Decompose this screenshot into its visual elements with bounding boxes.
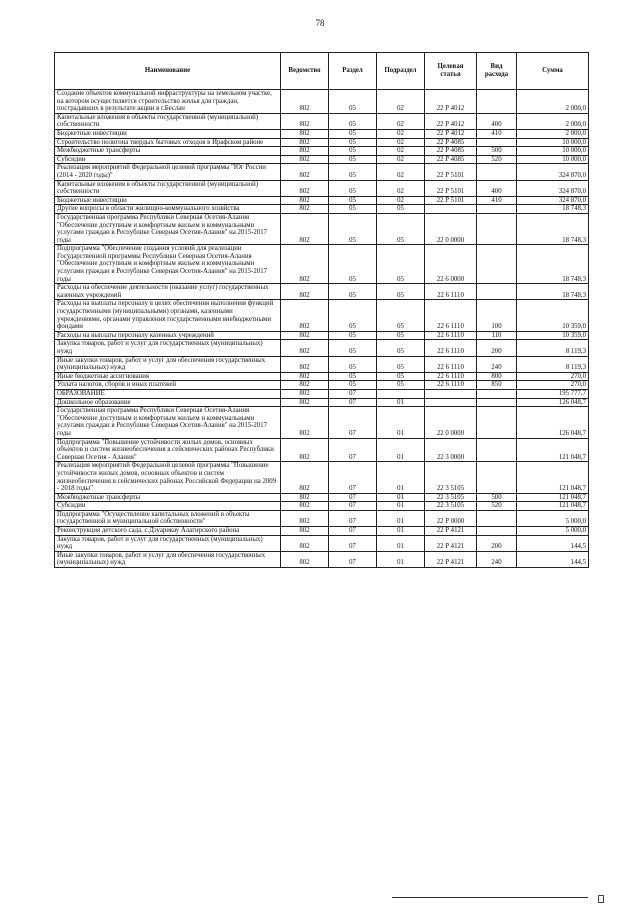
table-row [55, 502, 589, 511]
cell-department: 802 [281, 551, 329, 567]
cell-section: 05 [329, 300, 377, 331]
cell-expense-type [477, 138, 517, 147]
cell-amount: 5 000,0 [517, 527, 589, 536]
header-expense-type: Вид расхода [477, 53, 517, 90]
cell-section: 05 [329, 356, 377, 372]
cell-subsection: 05 [377, 213, 425, 244]
cell-department: 802 [281, 535, 329, 551]
cell-section: 05 [329, 164, 377, 180]
cell-section: 05 [329, 147, 377, 156]
cell-name: Закупка товаров, работ и услуг для государственных (муниципальных) нужд [55, 340, 281, 356]
cell-expense-type: 240 [477, 356, 517, 372]
cell-department: 802 [281, 180, 329, 196]
header-section: Раздел [329, 53, 377, 90]
cell-section: 05 [329, 180, 377, 196]
cell-subsection [377, 389, 425, 398]
cell-name: Бюджетные инвестиции [55, 196, 281, 205]
cell-amount: 10 359,0 [517, 300, 589, 331]
table-row [55, 196, 589, 205]
cell-section: 07 [329, 398, 377, 407]
cell-name: Субсидии [55, 502, 281, 511]
table-row [55, 113, 589, 129]
cell-department: 802 [281, 138, 329, 147]
table-row [55, 527, 589, 536]
table-row [55, 551, 589, 567]
cell-expense-type [477, 164, 517, 180]
cell-expense-type: 410 [477, 129, 517, 138]
table-row [55, 300, 589, 331]
footer-line [392, 897, 588, 898]
cell-amount: 18 748,3 [517, 205, 589, 214]
cell-subsection: 02 [377, 155, 425, 164]
cell-expense-type [477, 510, 517, 526]
cell-department: 802 [281, 205, 329, 214]
cell-name: Расходы на выплаты персоналу в целях обеспечения выполнения функций государственными (муниципальными) органами, казенными учреждениями, органами управления государственными внебюджетными фондами [55, 300, 281, 331]
cell-target-item: 22 6 1110 [425, 381, 477, 390]
cell-section: 05 [329, 90, 377, 114]
cell-subsection: 02 [377, 180, 425, 196]
cell-expense-type: 400 [477, 180, 517, 196]
cell-expense-type [477, 462, 517, 493]
cell-target-item: 22 6 1110 [425, 340, 477, 356]
cell-section: 05 [329, 205, 377, 214]
cell-subsection: 05 [377, 331, 425, 340]
cell-target-item: 22 6 0000 [425, 245, 477, 284]
cell-subsection: 02 [377, 129, 425, 138]
cell-expense-type [477, 205, 517, 214]
cell-target-item: 22 3 5105 [425, 502, 477, 511]
cell-department: 802 [281, 300, 329, 331]
cell-subsection: 05 [377, 356, 425, 372]
cell-subsection: 05 [377, 284, 425, 300]
cell-department: 802 [281, 147, 329, 156]
table-row [55, 372, 589, 381]
header-amount: Сумма [517, 53, 589, 90]
cell-amount: 121 048,7 [517, 438, 589, 462]
cell-name: Иные бюджетные ассигнования [55, 372, 281, 381]
cell-amount: 126 048,7 [517, 398, 589, 407]
cell-subsection: 01 [377, 407, 425, 438]
table-row [55, 510, 589, 526]
cell-target-item: 22 Р 4012 [425, 90, 477, 114]
cell-department: 802 [281, 381, 329, 390]
table-row [55, 245, 589, 284]
page-number: 78 [315, 18, 325, 28]
cell-expense-type [477, 284, 517, 300]
cell-amount: 10 000,0 [517, 138, 589, 147]
cell-expense-type: 400 [477, 113, 517, 129]
table-row [55, 535, 589, 551]
cell-section: 05 [329, 113, 377, 129]
cell-amount: 324 870,0 [517, 180, 589, 196]
cell-section: 07 [329, 493, 377, 502]
cell-name: Капитальные вложения в объекты государственной (муниципальной) собственности [55, 113, 281, 129]
cell-subsection: 02 [377, 164, 425, 180]
table-row [55, 356, 589, 372]
cell-target-item: 22 Р 4085 [425, 138, 477, 147]
cell-amount: 324 870,0 [517, 196, 589, 205]
cell-expense-type: 100 [477, 300, 517, 331]
cell-name: Дошкольное образование [55, 398, 281, 407]
cell-target-item: 22 Р 4085 [425, 147, 477, 156]
cell-expense-type [477, 438, 517, 462]
table-row [55, 381, 589, 390]
cell-expense-type [477, 398, 517, 407]
cell-target-item: 22 Р 4121 [425, 535, 477, 551]
cell-subsection: 01 [377, 438, 425, 462]
cell-department: 802 [281, 493, 329, 502]
table-row [55, 407, 589, 438]
cell-target-item: 22 Р 4121 [425, 527, 477, 536]
cell-department: 802 [281, 356, 329, 372]
cell-section: 07 [329, 407, 377, 438]
cell-amount: 270,0 [517, 372, 589, 381]
cell-subsection: 05 [377, 381, 425, 390]
cell-name: Другие вопросы в области жилищно-коммунального хозяйства [55, 205, 281, 214]
cell-amount: 18 748,3 [517, 213, 589, 244]
cell-subsection: 05 [377, 372, 425, 381]
cell-department: 802 [281, 438, 329, 462]
budget-table [54, 52, 589, 568]
cell-amount: 2 000,0 [517, 113, 589, 129]
footer-mark [598, 895, 604, 903]
cell-target-item [425, 389, 477, 398]
cell-amount: 144,5 [517, 535, 589, 551]
table-row [55, 284, 589, 300]
cell-section: 07 [329, 535, 377, 551]
cell-expense-type: 110 [477, 331, 517, 340]
cell-subsection: 02 [377, 90, 425, 114]
cell-expense-type: 520 [477, 155, 517, 164]
table-row [55, 205, 589, 214]
cell-section: 05 [329, 331, 377, 340]
cell-expense-type [477, 213, 517, 244]
cell-name: Иные закупки товаров, работ и услуг для обеспечения государственных (муниципальных) нужд [55, 551, 281, 567]
cell-section: 07 [329, 510, 377, 526]
table-row [55, 90, 589, 114]
cell-amount: 2 000,0 [517, 129, 589, 138]
header-subsection: Подраздел [377, 53, 425, 90]
cell-amount: 195 777,7 [517, 389, 589, 398]
cell-subsection: 01 [377, 398, 425, 407]
cell-target-item: 22 Р 4012 [425, 113, 477, 129]
cell-expense-type [477, 407, 517, 438]
cell-subsection: 01 [377, 493, 425, 502]
cell-expense-type: 200 [477, 535, 517, 551]
cell-department: 802 [281, 527, 329, 536]
cell-department: 802 [281, 196, 329, 205]
cell-expense-type [477, 90, 517, 114]
cell-subsection: 01 [377, 535, 425, 551]
cell-expense-type: 410 [477, 196, 517, 205]
header-name: Наименование [55, 53, 281, 90]
table-row [55, 340, 589, 356]
cell-amount: 10 000,0 [517, 147, 589, 156]
cell-name: Межбюджетные трансферты [55, 147, 281, 156]
cell-amount: 2 000,0 [517, 90, 589, 114]
cell-subsection: 02 [377, 196, 425, 205]
table-row [55, 438, 589, 462]
cell-target-item: 22 6 1110 [425, 356, 477, 372]
cell-section: 07 [329, 551, 377, 567]
cell-name: Подпрограмма "Повышение устойчивости жилых домов, основных объектов и систем жизнеобеспечения в сейсмических районах Республики Северная Осетия - Алания" [55, 438, 281, 462]
table-row [55, 155, 589, 164]
cell-name: Расходы на выплаты персоналу казенных учреждений [55, 331, 281, 340]
table-row [55, 389, 589, 398]
cell-name: Расходы на обеспечение деятельности (оказание услуг) государственных казенных учреждений [55, 284, 281, 300]
cell-department: 802 [281, 90, 329, 114]
cell-name: Подпрограмма "Обеспечение создания условий для реализации Государственной программы Республики Северная Осетия-Алания "Обеспечение доступным и комфортным жильем и коммунальными услугами граждан в Республике Северная Осетия-Алания" на 2015-2017 годы [55, 245, 281, 284]
cell-name: Реконструкция детского сада, с.Дзуарикау Алагирского района [55, 527, 281, 536]
cell-subsection: 05 [377, 300, 425, 331]
cell-amount: 8 119,3 [517, 356, 589, 372]
cell-target-item: 22 0 0000 [425, 407, 477, 438]
cell-name: Создание объектов коммунальной инфраструктуры на земельном участке, на котором осуществляется строительство жилья для граждан, пострадавших в результате акции в г.Беслан [55, 90, 281, 114]
cell-expense-type: 500 [477, 147, 517, 156]
cell-department: 802 [281, 340, 329, 356]
cell-section: 05 [329, 284, 377, 300]
cell-subsection: 01 [377, 510, 425, 526]
cell-section: 07 [329, 502, 377, 511]
cell-department: 802 [281, 407, 329, 438]
cell-target-item: 22 3 5105 [425, 462, 477, 493]
table-row [55, 147, 589, 156]
cell-section: 05 [329, 129, 377, 138]
cell-name: Реализация мероприятий Федеральной целевой программы "Повышение устойчивости жилых домов, основных объектов и систем жизнеобеспечения в сейсмических районах Российской Федерации на 2009 - 2018 годы" [55, 462, 281, 493]
cell-target-item [425, 205, 477, 214]
table-row [55, 493, 589, 502]
cell-name: Строительство полигона твердых бытовых отходов в Ирафском районе [55, 138, 281, 147]
cell-section: 07 [329, 462, 377, 493]
cell-name: Реализация мероприятий Федеральной целевой программы "Юг России (2014 - 2020 годы)" [55, 164, 281, 180]
cell-name: Закупка товаров, работ и услуг для государственных (муниципальных) нужд [55, 535, 281, 551]
table-row [55, 398, 589, 407]
cell-expense-type: 520 [477, 502, 517, 511]
cell-department: 802 [281, 213, 329, 244]
cell-section: 05 [329, 340, 377, 356]
cell-section: 05 [329, 155, 377, 164]
cell-department: 802 [281, 284, 329, 300]
cell-section: 05 [329, 372, 377, 381]
cell-section: 05 [329, 213, 377, 244]
cell-subsection: 01 [377, 527, 425, 536]
cell-expense-type: 240 [477, 551, 517, 567]
cell-target-item: 22 3 0000 [425, 438, 477, 462]
cell-name: Межбюджетные трансферты [55, 493, 281, 502]
table-row [55, 180, 589, 196]
cell-amount: 270,0 [517, 381, 589, 390]
cell-amount: 121 048,7 [517, 502, 589, 511]
cell-amount: 324 870,0 [517, 164, 589, 180]
cell-target-item: 22 Р 5101 [425, 196, 477, 205]
cell-section: 07 [329, 527, 377, 536]
cell-expense-type: 500 [477, 493, 517, 502]
cell-name: Субсидии [55, 155, 281, 164]
cell-amount: 121 048,7 [517, 493, 589, 502]
cell-target-item: 22 6 1110 [425, 331, 477, 340]
cell-name: Подпрограмма "Осуществление капитальных вложений в объекты государственной и муниципальной собственности" [55, 510, 281, 526]
cell-subsection: 02 [377, 147, 425, 156]
cell-name: ОБРАЗОВАНИЕ [55, 389, 281, 398]
cell-department: 802 [281, 155, 329, 164]
cell-department: 802 [281, 113, 329, 129]
header-target-item: Целевая статья [425, 53, 477, 90]
cell-amount: 5 000,0 [517, 510, 589, 526]
cell-department: 802 [281, 389, 329, 398]
cell-section: 07 [329, 389, 377, 398]
table-header-row [55, 53, 589, 90]
cell-expense-type: 800 [477, 372, 517, 381]
cell-target-item: 22 Р 4121 [425, 551, 477, 567]
cell-name: Уплата налогов, сборов и иных платежей [55, 381, 281, 390]
cell-target-item [425, 398, 477, 407]
cell-section: 05 [329, 381, 377, 390]
table-row [55, 331, 589, 340]
cell-section: 05 [329, 138, 377, 147]
cell-target-item: 22 Р 4012 [425, 129, 477, 138]
cell-expense-type [477, 527, 517, 536]
cell-target-item: 22 Р 4085 [425, 155, 477, 164]
cell-amount: 126 048,7 [517, 407, 589, 438]
cell-subsection: 01 [377, 551, 425, 567]
cell-section: 05 [329, 196, 377, 205]
cell-department: 802 [281, 164, 329, 180]
cell-target-item: 22 6 1110 [425, 300, 477, 331]
table-row [55, 138, 589, 147]
table-row [55, 462, 589, 493]
cell-department: 802 [281, 502, 329, 511]
table-body [55, 90, 589, 568]
cell-name: Капитальные вложения в объекты государственной (муниципальной) собственности [55, 180, 281, 196]
cell-subsection: 01 [377, 502, 425, 511]
cell-subsection: 05 [377, 245, 425, 284]
cell-subsection: 02 [377, 113, 425, 129]
cell-name: Иные закупки товаров, работ и услуг для обеспечения государственных (муниципальных) нужд [55, 356, 281, 372]
table-row [55, 213, 589, 244]
cell-department: 802 [281, 510, 329, 526]
cell-subsection: 05 [377, 205, 425, 214]
cell-subsection: 01 [377, 462, 425, 493]
cell-amount: 18 748,3 [517, 245, 589, 284]
cell-target-item: 22 Р 0000 [425, 510, 477, 526]
cell-amount: 144,5 [517, 551, 589, 567]
cell-name: Государственная программа Республики Северная Осетия-Алания "Обеспечение доступным и комфортным жильем и коммунальными услугами граждан в Республике Северная Осетия-Алания" на 2015-2017 годы [55, 213, 281, 244]
cell-department: 802 [281, 372, 329, 381]
cell-expense-type [477, 389, 517, 398]
cell-department: 802 [281, 245, 329, 284]
cell-name: Государственная программа Республики Северная Осетия-Алания "Обеспечение доступным и комфортным жильем и коммунальными услугами граждан в Республике Северная Осетия-Алания" на 2015-2017 годы [55, 407, 281, 438]
cell-department: 802 [281, 462, 329, 493]
cell-target-item: 22 Р 5101 [425, 180, 477, 196]
cell-department: 802 [281, 331, 329, 340]
cell-target-item: 22 3 5105 [425, 493, 477, 502]
cell-amount: 121 048,7 [517, 462, 589, 493]
cell-target-item: 22 Р 5101 [425, 164, 477, 180]
cell-amount: 8 119,3 [517, 340, 589, 356]
cell-department: 802 [281, 129, 329, 138]
table-row [55, 129, 589, 138]
cell-section: 07 [329, 438, 377, 462]
cell-target-item: 22 0 0000 [425, 213, 477, 244]
cell-expense-type: 200 [477, 340, 517, 356]
cell-expense-type [477, 245, 517, 284]
cell-subsection: 05 [377, 340, 425, 356]
cell-section: 05 [329, 245, 377, 284]
cell-name: Бюджетные инвестиции [55, 129, 281, 138]
table-row [55, 164, 589, 180]
cell-amount: 18 748,3 [517, 284, 589, 300]
header-department: Ведомство [281, 53, 329, 90]
cell-target-item: 22 6 1110 [425, 284, 477, 300]
cell-amount: 10 359,0 [517, 331, 589, 340]
cell-target-item: 22 6 1110 [425, 372, 477, 381]
cell-amount: 10 000,0 [517, 155, 589, 164]
cell-subsection: 02 [377, 138, 425, 147]
cell-expense-type: 850 [477, 381, 517, 390]
cell-department: 802 [281, 398, 329, 407]
